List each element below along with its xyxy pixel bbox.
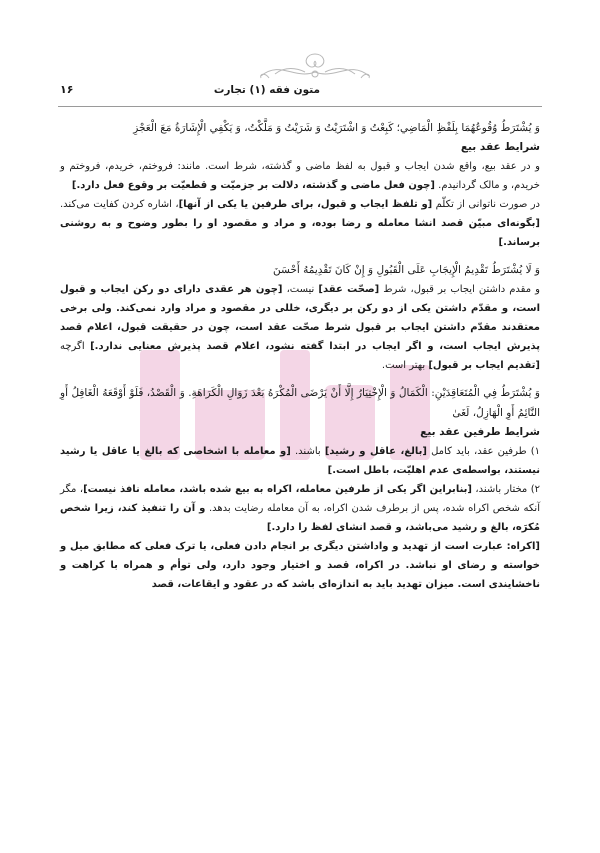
section-heading-sale-conditions: شرایط عقد بیع xyxy=(460,141,540,153)
paragraph-3-text-2: نیست، xyxy=(286,284,315,295)
arabic-matn-3: وَ یُشْتَرَطُ فِي الْمُتَعَاقِدَیْنِ: الْكَمَالُ وَ الْإِخْتِیَارُ إِلَّا أَنْ یَرْضَى الْمُكْرَهُ بَعْدَ زَوَالِ الْكَرَاهَةِ. وَ الْقَصْدُ، فَلَوْ أَوْقَعَهُ الْغَافِلُ أَوِ النَّائِمُ أَوِ الْهَازِلُ، لَغَیٰ xyxy=(60,387,540,419)
paragraph-3-bold-1: [صحّت عقد] xyxy=(318,284,380,295)
paragraph-2-bold-2: [بگونه‌ای مبیّن قصد انشا معامله و رضا بوده، و مراد و مقصود او را بطور وضوح و به روشنی برساند.] xyxy=(60,218,540,248)
paragraph-3-text-3: اگرچه xyxy=(60,341,85,352)
page-number: ۱۶ xyxy=(60,83,74,96)
paragraph-3-text: و مقدم داشتن ایجاب بر قبول، شرط xyxy=(383,284,540,295)
paragraph-4 xyxy=(60,442,540,480)
paragraph-6-bold: [اکراه: عبارت است از تهدید و واداشتن دیگری بر انجام دادن فعلی، یا ترک فعلی که مطابق میل و خواسته و رضای او نباشد. در اکراه، قصد و اختیار وجود دارد، ولی توأم و همراه با کراهت و ناخشایندی است. میزان تهدید باید به اندازه‌ای باشد که در عقود و ایقاعات، قصد xyxy=(60,541,540,590)
paragraph-3-bold-2: [چون هر عقدی دارای دو رکن ایجاب و قبول است، و مقدّم داشتن یکی از دو رکن بر دیگری، خللی در مقصود و مراد وارد نمی‌کند. ولی برخی معتقدند مقدّم داشتن ایجاب بر قبول شرط صحّت عقد است، چون در حقیقت قبول، اعلام قصد پذیرش ایجاب است، و اگر ایجاب در ابتدا گفته نشود، اعلام قصد پذیرش معنایی ندارد.] xyxy=(60,284,540,352)
paragraph-1 xyxy=(60,157,540,195)
paragraph-4-bold-1: [بالغ، عاقل و رشید] xyxy=(324,446,427,457)
paragraph-3-text-4: بهتر است. xyxy=(381,360,426,371)
page-content xyxy=(60,118,540,594)
paragraph-4-bold-2: [و معامله با اشخاصی که بالغ یا عاقل یا رشید نیستند، بواسطه‌ی عدم اهلیّت، باطل است.] xyxy=(60,446,540,476)
arabic-matn-1: وَ یُشْتَرَطُ وُقُوعُهُمَا بِلَفْظِ الْمَاضِي؛ كَبِعْتُ وَ اشْتَرَیْتُ وَ شَرَیْتُ وَ مَلَّكْتُ، وَ يَكْفِي الْإِشَارَةُ مَعَ الْعَجْزِ xyxy=(133,122,540,134)
ornament-flourish xyxy=(255,50,375,84)
paragraph-5 xyxy=(60,480,540,537)
paragraph-5-text: ۲) مختار باشند، xyxy=(475,484,540,495)
paragraph-2-text: در صورت ناتوانی از تکلّم xyxy=(435,199,540,210)
paragraph-4-text-2: باشند. xyxy=(295,446,321,457)
header-rule xyxy=(58,106,542,107)
paragraph-5-text-2: ، مگر آنکه شخص اکراه شده، پس از برطرف شدن اکراه، به آن معامله رضایت بدهد. xyxy=(60,484,540,514)
paragraph-6 xyxy=(60,537,540,594)
page-header xyxy=(60,82,540,102)
paragraph-5-bold-1: [بنابراین اگر یکی از طرفین معامله، اکراه به بیع شده باشد، معامله نافذ نیست] xyxy=(83,484,472,495)
paragraph-1-text: و در عقد بیع، واقع شدن ایجاب و قبول به لفظ ماضی و گذشته، شرط است. مانند: فروختم، خریدم، فروختم و خریدم، و مالک گردانیدم. xyxy=(60,161,540,191)
paragraph-4-text: ۱) طرفین عقد، باید کامل xyxy=(431,446,540,457)
paragraph-1-bold: [چون فعل ماضی و گذشته، دلالت بر جزمیّت و قطعیّت بر وقوع فعل دارد.] xyxy=(71,180,435,191)
section-heading-parties-conditions: شرایط طرفین عقد بیع xyxy=(420,426,540,438)
paragraph-2-bold-1: [و تلفظ ایجاب و قبول، برای طرفین یا یکی از آنها] xyxy=(178,199,433,210)
arabic-matn-2: وَ لَا یُشْتَرَطُ تَقْدِیمُ الْإِیجَابِ عَلَى الْقَبُولِ وَ إِنْ كَانَ تَقْدِيمُهُ أَحْسَنَ xyxy=(273,264,540,276)
paragraph-2 xyxy=(60,195,540,252)
paragraph-3 xyxy=(60,280,540,375)
paragraph-3-bold-3: [تقدیم ایجاب بر قبول] xyxy=(428,360,540,371)
paragraph-5-bold-2: و آن را تنفیذ کند، زیرا شخص مُکرَه، بالغ و رشید می‌باشد، و قصد انشای لفظ را دارد.] xyxy=(60,503,540,533)
running-title: متون فقه (۱) تجارت xyxy=(213,84,320,96)
paragraph-2-text-2: ، اشاره کردن کفایت می‌کند. xyxy=(60,199,179,210)
